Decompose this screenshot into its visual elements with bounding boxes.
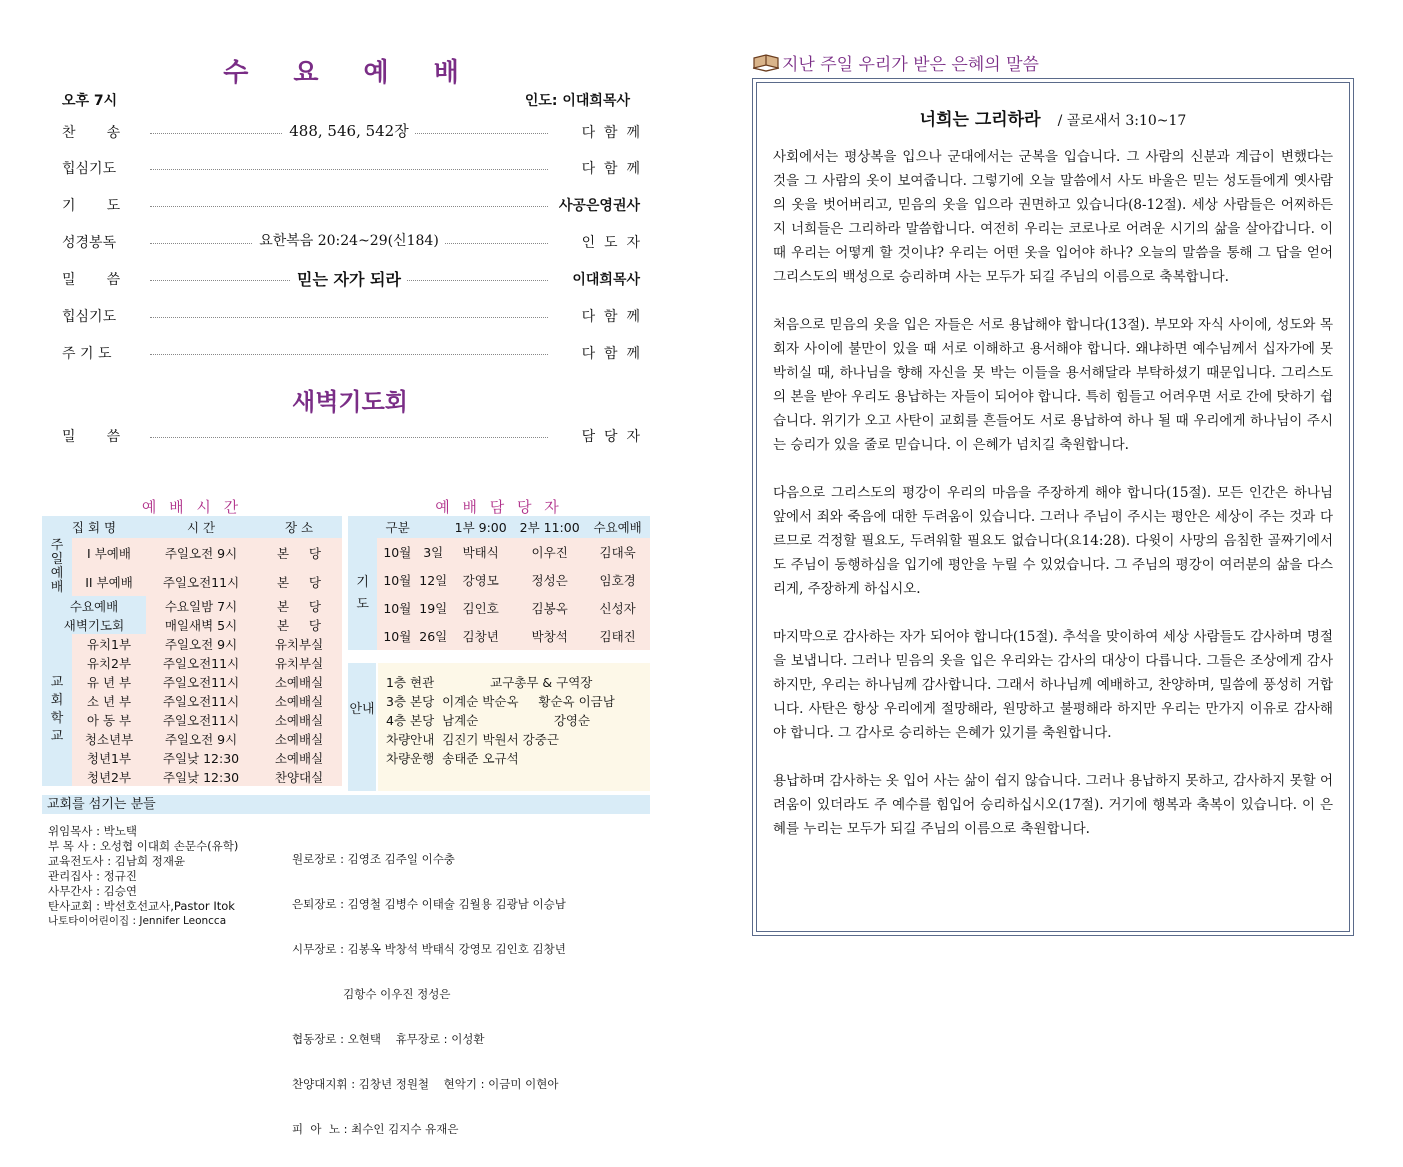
order-content: 488, 546, 542장: [283, 122, 414, 140]
table-row: [42, 538, 342, 567]
cell: 소예배실: [256, 729, 342, 748]
sermon-paragraph: 용납하며 감사하는 옷 입어 사는 삶이 쉽지 않습니다. 그러나 용납하지 못하고, 감사하지 못할 어려움이 있더라도 주 예수를 힘입어 승리하십시오(17절). 거기에 행복과 축복이 있습니다. 이 은혜를 누리는 모두가 되길 주님의 이름으로 축원합니다.: [773, 773, 1333, 837]
cell: II 부예배: [72, 567, 146, 596]
servant-line: 교육전도사 : 김남희 정재윤: [48, 854, 186, 868]
table-row: [42, 634, 342, 653]
group-label: 기도: [348, 538, 377, 650]
order-row: [62, 426, 640, 448]
order-row: [62, 306, 640, 328]
guide-key: 3층 본당: [386, 694, 435, 709]
sermon-title-line: [753, 105, 1353, 130]
guide-key: 4층 본당: [386, 713, 435, 728]
guide-row: [386, 692, 650, 711]
table-row: [42, 596, 342, 615]
guide-row: [386, 749, 650, 768]
cell: 김태진: [585, 622, 650, 650]
cell: 주일오전11시: [146, 691, 256, 710]
cell: 새벽기도회: [42, 615, 146, 634]
guide-box: [348, 663, 650, 791]
sermon-box: [752, 78, 1354, 936]
order-row: [62, 122, 640, 144]
table-row: [348, 622, 650, 650]
dawn-title: 새벽기도회: [292, 387, 408, 416]
servant-line: 사무간사 : 김승연: [48, 884, 137, 898]
service-time: 오후 7시: [62, 93, 118, 109]
group-label: 주일예배: [42, 538, 72, 596]
cell: 김창년: [447, 622, 514, 650]
guide-value: 김진기 박원서 강중근: [442, 732, 559, 747]
cell: 정성은: [514, 566, 585, 594]
order-person: 담 당 자: [581, 429, 640, 445]
left-page: [0, 0, 700, 1136]
order-person: 인 도 자: [581, 235, 640, 251]
order-label: 주 기 도: [62, 346, 112, 362]
order-label: 힙심기도: [62, 161, 117, 177]
servant-line: 피 아 노 : 최수인 김지수 유재은: [292, 1122, 459, 1136]
guide-key: 차량안내: [386, 732, 435, 747]
col-header: 1부 9:00: [447, 516, 514, 538]
cell: 10월 12일: [377, 566, 447, 594]
sermon-body: [773, 145, 1333, 865]
sermon-paragraph: 처음으로 믿음의 옷을 입은 자들은 서로 용납해야 합니다(13절). 부모와 자식 사이에, 성도와 목회자 사이에 불만이 있을 때 서로 이해하고 용서해야 합니다. 왜냐하면 예수님께서 십자가에 못 박히실 때, 하나님을 향해 자신을 못 박는 이들을 용서해달라 부탁하셨기 때문입니다. 그리스도의 본을 받아 우리도 용납하는 자들이 되어야 합니다. 특히 힘들고 어려우면 서로 간에 탓하기 쉽습니다. 위기가 오고 사탄이 교회를 흔들어도 서로 용납하여 하나 될 때 우리에게 하나님이 주시는 승리가 있을 줄로 믿습니다. 이 은혜가 넘치길 축원합니다.: [773, 317, 1333, 453]
cell: 소예배실: [256, 710, 342, 729]
order-row: [62, 232, 640, 254]
book-icon: [752, 52, 780, 72]
cell: 김봉옥: [514, 594, 585, 622]
guide-value: 송태준 오규석: [442, 751, 519, 766]
cell: 찬양대실: [256, 767, 342, 786]
order-row: [62, 343, 640, 365]
table-row: [42, 672, 342, 691]
cell: 주일오전 9시: [146, 729, 256, 748]
cell: 주일오전11시: [146, 653, 256, 672]
order-label: 기 도: [62, 198, 121, 214]
cell: 10월 3일: [377, 538, 447, 566]
sermon-title: 너희는 그리하라: [919, 110, 1041, 130]
cell: 10월 19일: [377, 594, 447, 622]
cell: 김대욱: [585, 538, 650, 566]
servant-line: 탄사교회 : 박선호선교사,Pastor Itok: [48, 899, 235, 913]
guide-row: [386, 730, 650, 749]
cell: 본 당: [256, 538, 342, 567]
table-row: [348, 566, 650, 594]
table-row: [42, 710, 342, 729]
order-label: 성경봉독: [62, 235, 117, 251]
col-header: 구분: [348, 516, 447, 538]
order-person: 다 함 께: [581, 309, 640, 325]
cell: 본 당: [256, 615, 342, 634]
cell: 주일오전11시: [146, 567, 256, 596]
servant-line: 시무장로 : 김봉옥 박창석 박태식 강영모 김인호 김창년: [292, 942, 566, 956]
cell: 소예배실: [256, 691, 342, 710]
cell: 주일오전11시: [146, 710, 256, 729]
sermon-title-wed: 믿는 자가 되라: [291, 270, 407, 289]
guide-key: 차량운행: [386, 751, 435, 766]
cell: I 부예배: [72, 538, 146, 567]
col-header: 2부 11:00: [514, 516, 585, 538]
cell: 본 당: [256, 596, 342, 615]
cell: 임호경: [585, 566, 650, 594]
cell: 주일낮 12:30: [146, 748, 256, 767]
order-row: [62, 269, 640, 291]
cell: 유치2부: [72, 653, 146, 672]
group-label: 안내: [348, 663, 376, 791]
table-row: [348, 594, 650, 622]
col-header: 수요예배: [585, 516, 650, 538]
order-row: [62, 158, 640, 180]
servant-line: 협동장로 : 오현택 휴무장로 : 이성환: [292, 1032, 485, 1046]
duty-table: [348, 516, 650, 650]
cell: 수요예배: [42, 596, 146, 615]
cell: 유치부실: [256, 653, 342, 672]
sermon-reference: / 골로새서 3:10~17: [1057, 113, 1187, 129]
cell: 소 년 부: [72, 691, 146, 710]
cell: 아 동 부: [72, 710, 146, 729]
servant-line: 김항수 이우진 정성은: [292, 987, 451, 1001]
order-person: 이대희목사: [572, 272, 640, 288]
table-row: [42, 729, 342, 748]
servant-line: 관리집사 : 정규진: [48, 869, 137, 883]
cell: 수요일밤 7시: [146, 596, 256, 615]
table-row: [42, 767, 342, 786]
cell: 주일낮 12:30: [146, 767, 256, 786]
servant-line: 나토타이어린이집 : Jennifer Leoncca: [48, 915, 227, 927]
cell: 주일오전11시: [146, 672, 256, 691]
cell: 청소년부: [72, 729, 146, 748]
service-leader: 인도: 이대희목사: [524, 93, 630, 109]
duty-heading: 예 배 담 당 자: [435, 498, 563, 516]
cell: 소예배실: [256, 748, 342, 767]
cell: 소예배실: [256, 672, 342, 691]
table-row: [42, 691, 342, 710]
cell: 유 년 부: [72, 672, 146, 691]
sermon-paragraph: 마지막으로 감사하는 자가 되어야 합니다(15절). 추석을 맞이하여 세상 사람들도 감사하며 명절을 보냅니다. 그러나 믿음의 옷을 입은 우리와는 감사의 대상이 다릅니다. 그들은 조상에게 감사하지만, 우리는 하나님께 감사합니다. 그래서 하나님께 예배하고, 찬양하며, 밀씀에 풍성히 거합니다. 사탄은 항상 우리에게 절망해라, 원망하고 불평해라 하지만 우리는 만가지 이유로 감사해야 합니다. 그 감사로 승리하는 은혜가 있기를 축원합니다.: [773, 629, 1333, 741]
cell: 김인호: [447, 594, 514, 622]
cell: 강영모: [447, 566, 514, 594]
cell: 청년1부: [72, 748, 146, 767]
order-person: 다 함 께: [581, 161, 640, 177]
sermon-paragraph: 다음으로 그리스도의 평강이 우리의 마음을 주장하게 해야 합니다(15절). 모든 인간은 하나님 앞에서 죄와 죽음에 대한 두려움이 있습니다. 그러나 주님이 주시는 평안은 세상이 주는 것과 다르므로 걱정할 필요도, 두려워할 필요도 없습니다(요14:28). 다윗이 사망의 음침한 골짜기에서도 주님이 동행하심을 입기에 평안을 누릴 수 있었습니다. 그 주님의 평강이 여러분의 삶을 다스리게, 주장하게 하십시오.: [773, 485, 1333, 597]
cell: 본 당: [256, 567, 342, 596]
col-header: 집 회 명: [42, 516, 146, 538]
cell: 유치부실: [256, 634, 342, 653]
cell: 신성자: [585, 594, 650, 622]
cell: 박태식: [447, 538, 514, 566]
schedule-heading: 예 배 시 간: [141, 498, 243, 516]
servant-line: 부 목 사 : 오성협 이대희 손문수(유학): [48, 839, 239, 853]
cell: 주일오전 9시: [146, 634, 256, 653]
table-row: [42, 567, 342, 596]
guide-row: [386, 673, 650, 692]
guide-key: 1층 현관: [386, 675, 435, 690]
col-header: 시 간: [146, 516, 256, 538]
order-label: 힙심기도: [62, 309, 117, 325]
cell: 이우진: [514, 538, 585, 566]
table-row: [348, 538, 650, 566]
cell: 매일새벽 5시: [146, 615, 256, 634]
order-person: 사공은영권사: [558, 198, 640, 214]
servants-right: [292, 822, 652, 1167]
servant-line: 위임목사 : 박노택: [48, 824, 137, 838]
sermon-paragraph: 사회에서는 평상복을 입으나 군대에서는 군복을 입습니다. 그 사람의 신분과 계급이 변했다는 것을 그 사람의 옷이 보여줍니다. 그렇기에 오늘 말씀에서 사도 바울은 믿는 성도들에게 옛사람의 옷을 벗어버리고, 믿음의 옷을 입으라 권면하고 있습니다(8-12절). 세상 사람들은 어찌하든지 너희들은 그리하라 말씀합니다. 여전히 우리는 코로나로 어려운 시기의 삶을 살아갑니다. 이때 우리는 어떻게 할 것이냐? 우리는 어떤 옷을 입어야 하나? 오늘의 말씀을 통해 그 답을 얻어 그리스도의 백성으로 승리하며 사는 모두가 되길 주님의 이름으로 축복합니다.: [773, 149, 1333, 285]
guide-value: 이계순 박순옥 황순옥 이금남: [442, 694, 615, 709]
cell: 10월 26일: [377, 622, 447, 650]
order-label: 찬 송: [62, 125, 121, 141]
col-header: 장 소: [256, 516, 342, 538]
cell: 박창석: [514, 622, 585, 650]
sermon-header: [752, 50, 1039, 74]
table-row: [42, 615, 342, 634]
order-person: 다 함 께: [581, 346, 640, 362]
cell: 주일오전 9시: [146, 538, 256, 567]
servants-left: [48, 824, 288, 929]
wednesday-title: 수 요 예 배: [223, 58, 477, 88]
cell: 청년2부: [72, 767, 146, 786]
servant-line: 은퇴장로 : 김영철 김병수 이태술 김월용 김광남 이승남: [292, 897, 566, 911]
order-person: 다 함 께: [581, 125, 640, 141]
guide-value: 교구총무 & 구역장: [490, 675, 593, 690]
sermon-header-text: 지난 주일 우리가 받은 은혜의 말씀: [782, 54, 1039, 75]
order-label: 밀 씀: [62, 272, 121, 288]
schedule-table: [42, 516, 342, 786]
guide-value: 남계순 강영순: [442, 713, 591, 728]
table-row: [42, 653, 342, 672]
table-row: [42, 748, 342, 767]
order-row: [62, 195, 640, 217]
order-content: 요한복음 20:24~29(신184): [253, 233, 445, 249]
servant-line: 찬양대지휘 : 김창년 정원철 현악기 : 이금미 이현아: [292, 1077, 559, 1091]
cell: 유치1부: [72, 634, 146, 653]
servant-line: 원로장로 : 김영조 김주일 이수충: [292, 852, 455, 866]
group-label: 교회학교: [42, 634, 72, 786]
servants-heading: 교회를 섬기는 분들: [42, 795, 650, 814]
guide-row: [386, 711, 650, 730]
order-label: 밀 씀: [62, 429, 121, 445]
